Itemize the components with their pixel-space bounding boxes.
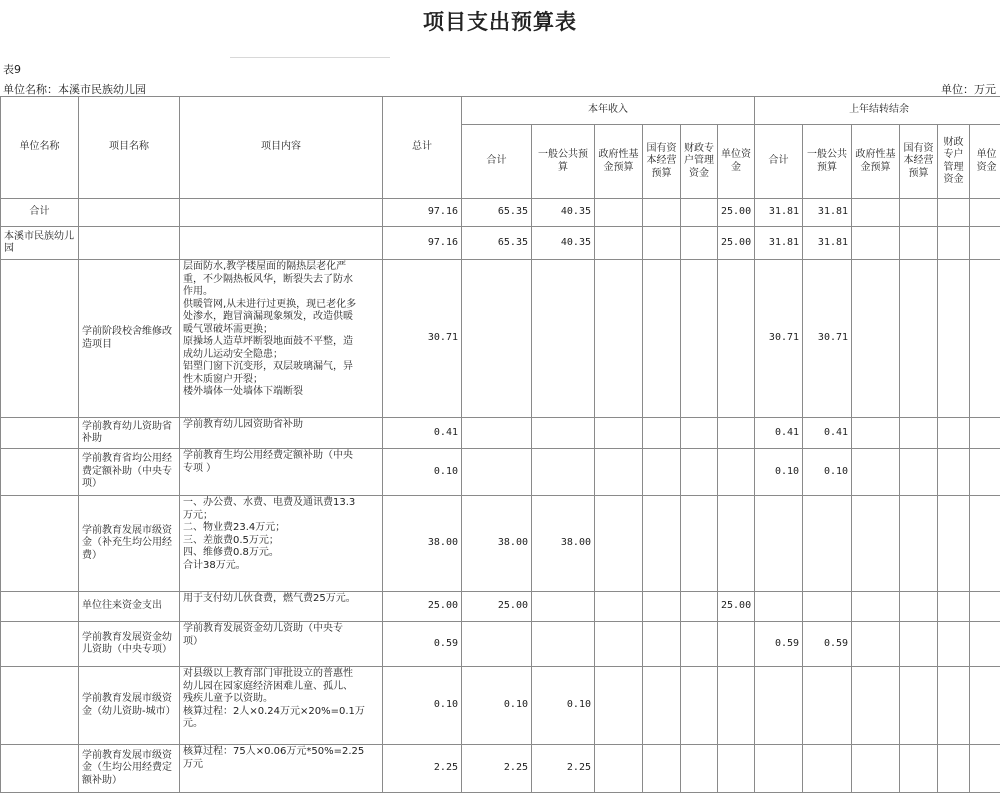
table-row <box>1 622 1000 667</box>
cell-unit-name <box>1 449 79 496</box>
content-line: 万元 <box>183 758 203 770</box>
header-project-name: 项目名称 <box>79 97 180 199</box>
cell-cur-gov-fund <box>595 667 643 745</box>
cell-cur-general-budget: 38.00 <box>532 496 595 592</box>
cell-cur-general-budget <box>532 592 595 622</box>
content-line: 元。 <box>183 718 203 729</box>
cell-prior-subtotal <box>755 496 803 592</box>
currency-unit-label: 单位：万元 <box>941 83 996 96</box>
cell-cur-general-budget <box>532 260 595 418</box>
table-row <box>1 418 1000 449</box>
content-line: 专项 ） <box>183 462 217 474</box>
content-line: 万元； <box>183 509 213 521</box>
cell-total: 0.10 <box>383 449 462 496</box>
table-row <box>1 199 1000 227</box>
content-line: 核算过程：75人×0.06万元*50%=2.25 <box>183 746 365 757</box>
cell-cur-general-budget: 0.10 <box>532 667 595 745</box>
cell-cur-general-budget <box>532 418 595 449</box>
table-row <box>1 745 1000 793</box>
content-line: 学前教育幼儿园资助省补助 <box>183 419 303 430</box>
cell-cur-unit-funds <box>718 496 755 592</box>
cell-project-content <box>180 745 383 793</box>
content-line: 楼外墙体一处墙体下端断裂 <box>183 386 303 397</box>
cell-unit-name <box>1 496 79 592</box>
project-budget-table <box>0 96 1000 793</box>
cell-total: 30.71 <box>383 260 462 418</box>
cell-prior-general-budget: 30.71 <box>803 260 852 418</box>
cell-cur-state-capital <box>643 667 681 745</box>
cell-prior-state-capital <box>900 496 938 592</box>
cell-prior-special-account <box>938 592 970 622</box>
cell-prior-special-account <box>938 449 970 496</box>
content-line: 成幼儿运动安全隐患； <box>183 348 283 360</box>
cell-cur-unit-funds <box>718 667 755 745</box>
cell-cur-special-account <box>681 592 718 622</box>
cell-prior-general-budget: 31.81 <box>803 227 852 260</box>
cell-cur-gov-fund <box>595 496 643 592</box>
title-underline <box>230 57 390 58</box>
cell-cur-subtotal <box>462 260 532 418</box>
cell-prior-gov-fund <box>852 496 900 592</box>
unit-name-label: 单位名称：本溪市民族幼儿园 <box>3 83 146 96</box>
cell-cur-gov-fund <box>595 199 643 227</box>
cell-cur-gov-fund <box>595 418 643 449</box>
cell-cur-gov-fund <box>595 592 643 622</box>
header-cur-special-account: 财政专户管理资金 <box>681 125 718 199</box>
cell-project-name: 学前教育发展市级资金（补充生均公用经费） <box>79 496 180 592</box>
cell-cur-unit-funds: 25.00 <box>718 199 755 227</box>
content-line: 用于支付幼儿伙食费，燃气费25万元。 <box>183 593 356 604</box>
cell-project-content <box>180 418 383 449</box>
cell-prior-general-budget <box>803 667 852 745</box>
cell-prior-state-capital <box>900 418 938 449</box>
cell-prior-unit-funds <box>970 260 1000 418</box>
cell-unit-name <box>1 667 79 745</box>
cell-total: 38.00 <box>383 496 462 592</box>
cell-prior-general-budget <box>803 592 852 622</box>
cell-cur-gov-fund <box>595 260 643 418</box>
header-prior-state-capital: 国有资本经营预算 <box>900 125 938 199</box>
cell-cur-state-capital <box>643 622 681 667</box>
cell-project-content <box>180 260 383 418</box>
content-line: 铝塑门窗下沉变形，双层玻璃漏气，异 <box>183 361 353 372</box>
cell-cur-subtotal: 65.35 <box>462 227 532 260</box>
cell-cur-subtotal <box>462 622 532 667</box>
content-line: 项） <box>183 635 203 647</box>
content-line: 二、物业费23.4万元； <box>183 522 286 533</box>
cell-cur-special-account <box>681 260 718 418</box>
cell-cur-gov-fund <box>595 622 643 667</box>
cell-prior-gov-fund <box>852 667 900 745</box>
cell-prior-gov-fund <box>852 199 900 227</box>
cell-prior-gov-fund <box>852 260 900 418</box>
cell-unit-name: 合计 <box>1 199 79 227</box>
cell-cur-general-budget <box>532 449 595 496</box>
cell-total: 97.16 <box>383 199 462 227</box>
cell-prior-subtotal <box>755 667 803 745</box>
cell-prior-unit-funds <box>970 592 1000 622</box>
content-line: 原操场人造草坪断裂地面鼓不平整，造 <box>183 336 353 347</box>
cell-prior-special-account <box>938 418 970 449</box>
cell-prior-subtotal: 0.10 <box>755 449 803 496</box>
cell-cur-general-budget: 40.35 <box>532 199 595 227</box>
cell-project-content <box>180 496 383 592</box>
cell-project-name: 学前教育省均公用经费定额补助（中央专项） <box>79 449 180 496</box>
header-prior-special-account: 财政专户管理资金 <box>938 125 970 199</box>
table-body <box>1 199 1000 793</box>
cell-prior-gov-fund <box>852 622 900 667</box>
cell-cur-subtotal: 2.25 <box>462 745 532 793</box>
cell-project-name <box>79 227 180 260</box>
cell-cur-special-account <box>681 227 718 260</box>
cell-total: 0.41 <box>383 418 462 449</box>
cell-cur-unit-funds: 25.00 <box>718 227 755 260</box>
cell-cur-state-capital <box>643 199 681 227</box>
cell-prior-subtotal: 31.81 <box>755 199 803 227</box>
header-prior-subtotal: 合计 <box>755 125 803 199</box>
header-cur-general-budget: 一般公共预算 <box>532 125 595 199</box>
cell-prior-special-account <box>938 199 970 227</box>
cell-cur-special-account <box>681 418 718 449</box>
cell-cur-state-capital <box>643 592 681 622</box>
cell-cur-state-capital <box>643 260 681 418</box>
cell-unit-name <box>1 260 79 418</box>
table-row <box>1 592 1000 622</box>
cell-prior-subtotal <box>755 592 803 622</box>
cell-prior-state-capital <box>900 622 938 667</box>
cell-total: 0.10 <box>383 667 462 745</box>
cell-cur-subtotal: 38.00 <box>462 496 532 592</box>
cell-cur-special-account <box>681 622 718 667</box>
cell-cur-unit-funds <box>718 745 755 793</box>
cell-prior-general-budget <box>803 745 852 793</box>
cell-prior-special-account <box>938 260 970 418</box>
cell-cur-state-capital <box>643 745 681 793</box>
content-line: 性木质窗户开裂； <box>183 373 263 385</box>
table-row <box>1 449 1000 496</box>
content-line: 学前教育生均公用经费定额补助（中央 <box>183 450 353 461</box>
cell-prior-general-budget: 0.59 <box>803 622 852 667</box>
cell-prior-subtotal: 30.71 <box>755 260 803 418</box>
page-title: 项目支出预算表 <box>423 9 577 34</box>
content-line: 残疾儿童予以资助。 <box>183 693 273 704</box>
cell-cur-general-budget: 2.25 <box>532 745 595 793</box>
cell-cur-subtotal: 65.35 <box>462 199 532 227</box>
cell-cur-gov-fund <box>595 227 643 260</box>
cell-prior-unit-funds <box>970 496 1000 592</box>
cell-cur-state-capital <box>643 227 681 260</box>
cell-prior-state-capital <box>900 667 938 745</box>
cell-total: 2.25 <box>383 745 462 793</box>
cell-project-content <box>180 667 383 745</box>
cell-prior-gov-fund <box>852 449 900 496</box>
cell-prior-subtotal <box>755 745 803 793</box>
cell-cur-unit-funds: 25.00 <box>718 592 755 622</box>
cell-cur-gov-fund <box>595 449 643 496</box>
cell-cur-general-budget: 40.35 <box>532 227 595 260</box>
header-cur-unit-funds: 单位资金 <box>718 125 755 199</box>
content-line: 合计38万元。 <box>183 559 246 571</box>
header-total: 总计 <box>383 97 462 199</box>
content-line: 层面防水,教学楼屋面的隔热层老化严 <box>183 261 347 272</box>
header-prior-gov-fund: 政府性基金预算 <box>852 125 900 199</box>
cell-project-name: 单位往来资金支出 <box>79 592 180 622</box>
cell-prior-gov-fund <box>852 592 900 622</box>
cell-prior-state-capital <box>900 199 938 227</box>
cell-prior-general-budget: 0.41 <box>803 418 852 449</box>
cell-prior-unit-funds <box>970 745 1000 793</box>
cell-cur-special-account <box>681 745 718 793</box>
cell-unit-name <box>1 745 79 793</box>
header-cur-subtotal: 合计 <box>462 125 532 199</box>
content-line: 一、办公费、水费、电费及通讯费13.3 <box>183 497 356 508</box>
content-line: 暖气罩破坏需更换； <box>183 323 273 335</box>
cell-prior-unit-funds <box>970 449 1000 496</box>
cell-project-name <box>79 199 180 227</box>
content-line: 三、差旅费0.5万元； <box>183 534 279 546</box>
cell-project-content <box>180 199 383 227</box>
table-row <box>1 496 1000 592</box>
table-row <box>1 667 1000 745</box>
content-line: 作用。 <box>183 286 213 297</box>
cell-project-content <box>180 227 383 260</box>
cell-unit-name: 本溪市民族幼儿园 <box>1 227 79 260</box>
cell-unit-name <box>1 418 79 449</box>
cell-total: 97.16 <box>383 227 462 260</box>
cell-project-content <box>180 622 383 667</box>
cell-prior-state-capital <box>900 592 938 622</box>
content-line: 幼儿园在园家庭经济困难儿童、孤儿、 <box>183 680 353 692</box>
cell-prior-special-account <box>938 667 970 745</box>
cell-prior-special-account <box>938 496 970 592</box>
cell-unit-name <box>1 622 79 667</box>
cell-cur-general-budget <box>532 622 595 667</box>
cell-project-name: 学前教育发展市级资金（幼儿资助-城市） <box>79 667 180 745</box>
table-number: 表9 <box>3 63 21 76</box>
header-prior-unit-funds: 单位资金 <box>970 125 1000 199</box>
cell-prior-unit-funds <box>970 227 1000 260</box>
cell-unit-name <box>1 592 79 622</box>
header-current-income: 本年收入 <box>462 97 755 125</box>
cell-prior-special-account <box>938 227 970 260</box>
cell-project-name: 学前阶段校舍维修改造项目 <box>79 260 180 418</box>
cell-project-content <box>180 449 383 496</box>
cell-cur-state-capital <box>643 496 681 592</box>
cell-prior-unit-funds <box>970 199 1000 227</box>
cell-prior-gov-fund <box>852 745 900 793</box>
cell-prior-unit-funds <box>970 418 1000 449</box>
content-line: 核算过程：2人×0.24万元×20%=0.1万 <box>183 705 365 717</box>
header-cur-state-capital: 国有资本经营预算 <box>643 125 681 199</box>
header-prior-general-budget: 一般公共预算 <box>803 125 852 199</box>
cell-cur-subtotal: 25.00 <box>462 592 532 622</box>
cell-cur-subtotal <box>462 449 532 496</box>
cell-cur-unit-funds <box>718 418 755 449</box>
cell-prior-general-budget: 0.10 <box>803 449 852 496</box>
cell-cur-subtotal <box>462 418 532 449</box>
cell-cur-special-account <box>681 667 718 745</box>
cell-prior-unit-funds <box>970 622 1000 667</box>
cell-prior-subtotal: 0.41 <box>755 418 803 449</box>
cell-project-name: 学前教育幼儿资助省补助 <box>79 418 180 449</box>
header-prior-balance: 上年结转结余 <box>755 97 1000 125</box>
cell-prior-subtotal: 31.81 <box>755 227 803 260</box>
cell-cur-gov-fund <box>595 745 643 793</box>
cell-prior-gov-fund <box>852 227 900 260</box>
cell-cur-unit-funds <box>718 260 755 418</box>
cell-prior-state-capital <box>900 449 938 496</box>
cell-prior-subtotal: 0.59 <box>755 622 803 667</box>
cell-cur-special-account <box>681 199 718 227</box>
content-line: 处渗水，跑冒滴漏现象频发，改造供暖 <box>183 311 353 322</box>
content-line: 学前教育发展资金幼儿资助（中央专 <box>183 623 343 634</box>
cell-prior-special-account <box>938 745 970 793</box>
cell-prior-state-capital <box>900 745 938 793</box>
cell-total: 0.59 <box>383 622 462 667</box>
content-line: 重，不少隔热板风华，断裂失去了防水 <box>183 273 353 285</box>
header-unit-name: 单位名称 <box>1 97 79 199</box>
cell-cur-state-capital <box>643 418 681 449</box>
cell-cur-subtotal: 0.10 <box>462 667 532 745</box>
cell-project-content <box>180 592 383 622</box>
header-cur-gov-fund: 政府性基金预算 <box>595 125 643 199</box>
cell-prior-general-budget <box>803 496 852 592</box>
cell-prior-state-capital <box>900 227 938 260</box>
header-project-content: 项目内容 <box>180 97 383 199</box>
table-row <box>1 260 1000 418</box>
cell-total: 25.00 <box>383 592 462 622</box>
cell-prior-special-account <box>938 622 970 667</box>
cell-cur-special-account <box>681 496 718 592</box>
cell-cur-state-capital <box>643 449 681 496</box>
cell-prior-gov-fund <box>852 418 900 449</box>
cell-cur-unit-funds <box>718 622 755 667</box>
content-line: 供暖管网,从未进行过更换，现已老化多 <box>183 298 357 310</box>
content-line: 四、维修费0.8万元。 <box>183 547 279 558</box>
cell-prior-unit-funds <box>970 667 1000 745</box>
table-row <box>1 227 1000 260</box>
cell-project-name: 学前教育发展资金幼儿资助（中央专项） <box>79 622 180 667</box>
cell-cur-special-account <box>681 449 718 496</box>
cell-prior-state-capital <box>900 260 938 418</box>
content-line: 对县级以上教育部门审批设立的普惠性 <box>183 668 353 679</box>
cell-cur-unit-funds <box>718 449 755 496</box>
cell-project-name: 学前教育发展市级资金（生均公用经费定额补助） <box>79 745 180 793</box>
cell-prior-general-budget: 31.81 <box>803 199 852 227</box>
